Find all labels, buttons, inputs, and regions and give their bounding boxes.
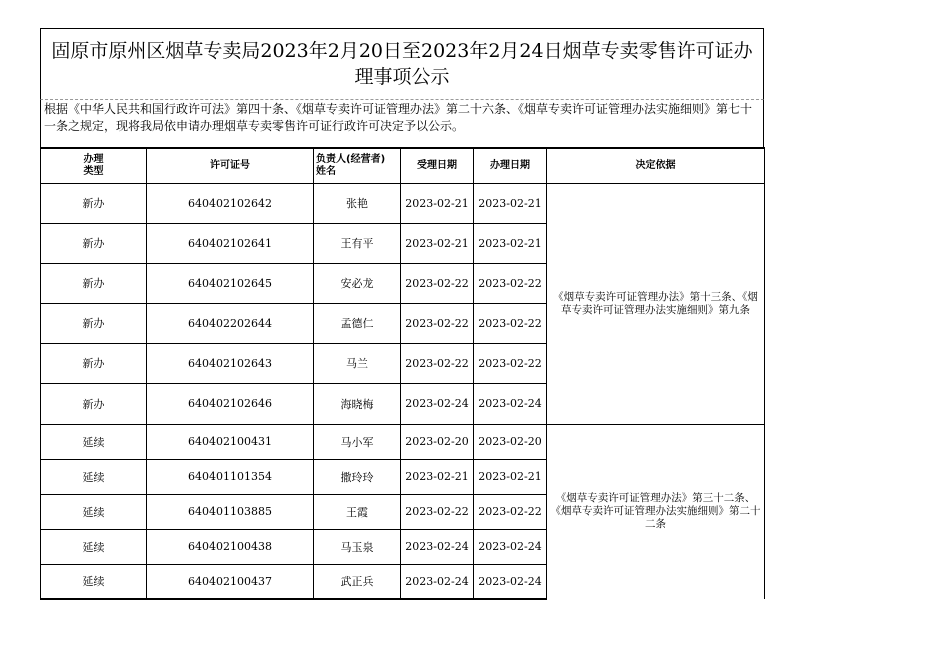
cell-owner: 撒玲玲	[314, 459, 401, 494]
cell-process-date: 2023-02-24	[474, 564, 547, 599]
cell-type: 新办	[41, 183, 147, 223]
cell-license: 640401101354	[147, 459, 314, 494]
header-license: 许可证号	[147, 148, 314, 183]
cell-owner: 孟德仁	[314, 303, 401, 343]
cell-owner: 马玉泉	[314, 529, 401, 564]
cell-type: 延续	[41, 564, 147, 599]
header-process-date: 办理日期	[474, 148, 547, 183]
cell-accept-date: 2023-02-22	[401, 494, 474, 529]
cell-process-date: 2023-02-21	[474, 223, 547, 263]
intro-paragraph: 根据《中华人民共和国行政许可法》第四十条、《烟草专卖许可证管理办法》第二十六条、《烟草专卖许可证管理办法实施细则》第七十一条之规定，现将我局依申请办理烟草专卖零售许可证行政许可决定予以公示。	[40, 99, 764, 148]
table-row	[41, 183, 765, 223]
license-table	[40, 147, 765, 600]
cell-process-date: 2023-02-22	[474, 343, 547, 383]
table-body	[41, 183, 765, 599]
cell-accept-date: 2023-02-20	[401, 424, 474, 459]
cell-type: 延续	[41, 494, 147, 529]
cell-accept-date: 2023-02-24	[401, 564, 474, 599]
cell-process-date: 2023-02-22	[474, 303, 547, 343]
cell-type: 新办	[41, 343, 147, 383]
cell-type: 新办	[41, 383, 147, 424]
header-basis: 决定依据	[547, 148, 765, 183]
cell-type: 延续	[41, 459, 147, 494]
cell-license: 640402102643	[147, 343, 314, 383]
cell-owner: 安必龙	[314, 263, 401, 303]
header-accept-date: 受理日期	[401, 148, 474, 183]
cell-owner: 武正兵	[314, 564, 401, 599]
cell-process-date: 2023-02-22	[474, 494, 547, 529]
cell-accept-date: 2023-02-21	[401, 459, 474, 494]
cell-accept-date: 2023-02-22	[401, 263, 474, 303]
cell-license: 640402100437	[147, 564, 314, 599]
cell-process-date: 2023-02-22	[474, 263, 547, 303]
cell-owner: 王有平	[314, 223, 401, 263]
cell-license: 640402100431	[147, 424, 314, 459]
cell-owner: 马兰	[314, 343, 401, 383]
cell-process-date: 2023-02-24	[474, 383, 547, 424]
cell-type: 新办	[41, 303, 147, 343]
cell-accept-date: 2023-02-24	[401, 383, 474, 424]
header-owner: 负责人(经营者) 姓名	[314, 148, 401, 183]
cell-accept-date: 2023-02-22	[401, 303, 474, 343]
cell-accept-date: 2023-02-21	[401, 183, 474, 223]
page-title: 固原市原州区烟草专卖局2023年2月20日至2023年2月24日烟草专卖零售许可证办理事项公示	[40, 28, 764, 99]
table-row	[41, 424, 765, 459]
cell-license: 640402102645	[147, 263, 314, 303]
table-header-row	[41, 148, 765, 183]
cell-license: 640402102642	[147, 183, 314, 223]
cell-license: 640402102646	[147, 383, 314, 424]
cell-license: 640402202644	[147, 303, 314, 343]
cell-license: 640402102641	[147, 223, 314, 263]
basis-new-cell: 《烟草专卖许可证管理办法》第十三条、《烟草专卖许可证管理办法实施细则》第九条	[547, 183, 765, 424]
cell-license: 640401103885	[147, 494, 314, 529]
cell-accept-date: 2023-02-21	[401, 223, 474, 263]
cell-process-date: 2023-02-21	[474, 459, 547, 494]
basis-renew-cell: 《烟草专卖许可证管理办法》第三十二条、《烟草专卖许可证管理办法实施细则》第二十二条	[547, 424, 765, 599]
cell-accept-date: 2023-02-24	[401, 529, 474, 564]
cell-owner: 海晓梅	[314, 383, 401, 424]
cell-type: 延续	[41, 424, 147, 459]
cell-type: 新办	[41, 263, 147, 303]
cell-type: 新办	[41, 223, 147, 263]
cell-owner: 张艳	[314, 183, 401, 223]
cell-accept-date: 2023-02-22	[401, 343, 474, 383]
cell-license: 640402100438	[147, 529, 314, 564]
cell-owner: 马小军	[314, 424, 401, 459]
cell-type: 延续	[41, 529, 147, 564]
cell-process-date: 2023-02-20	[474, 424, 547, 459]
cell-process-date: 2023-02-24	[474, 529, 547, 564]
cell-owner: 王霞	[314, 494, 401, 529]
header-type: 办理 类型	[41, 148, 147, 183]
cell-process-date: 2023-02-21	[474, 183, 547, 223]
